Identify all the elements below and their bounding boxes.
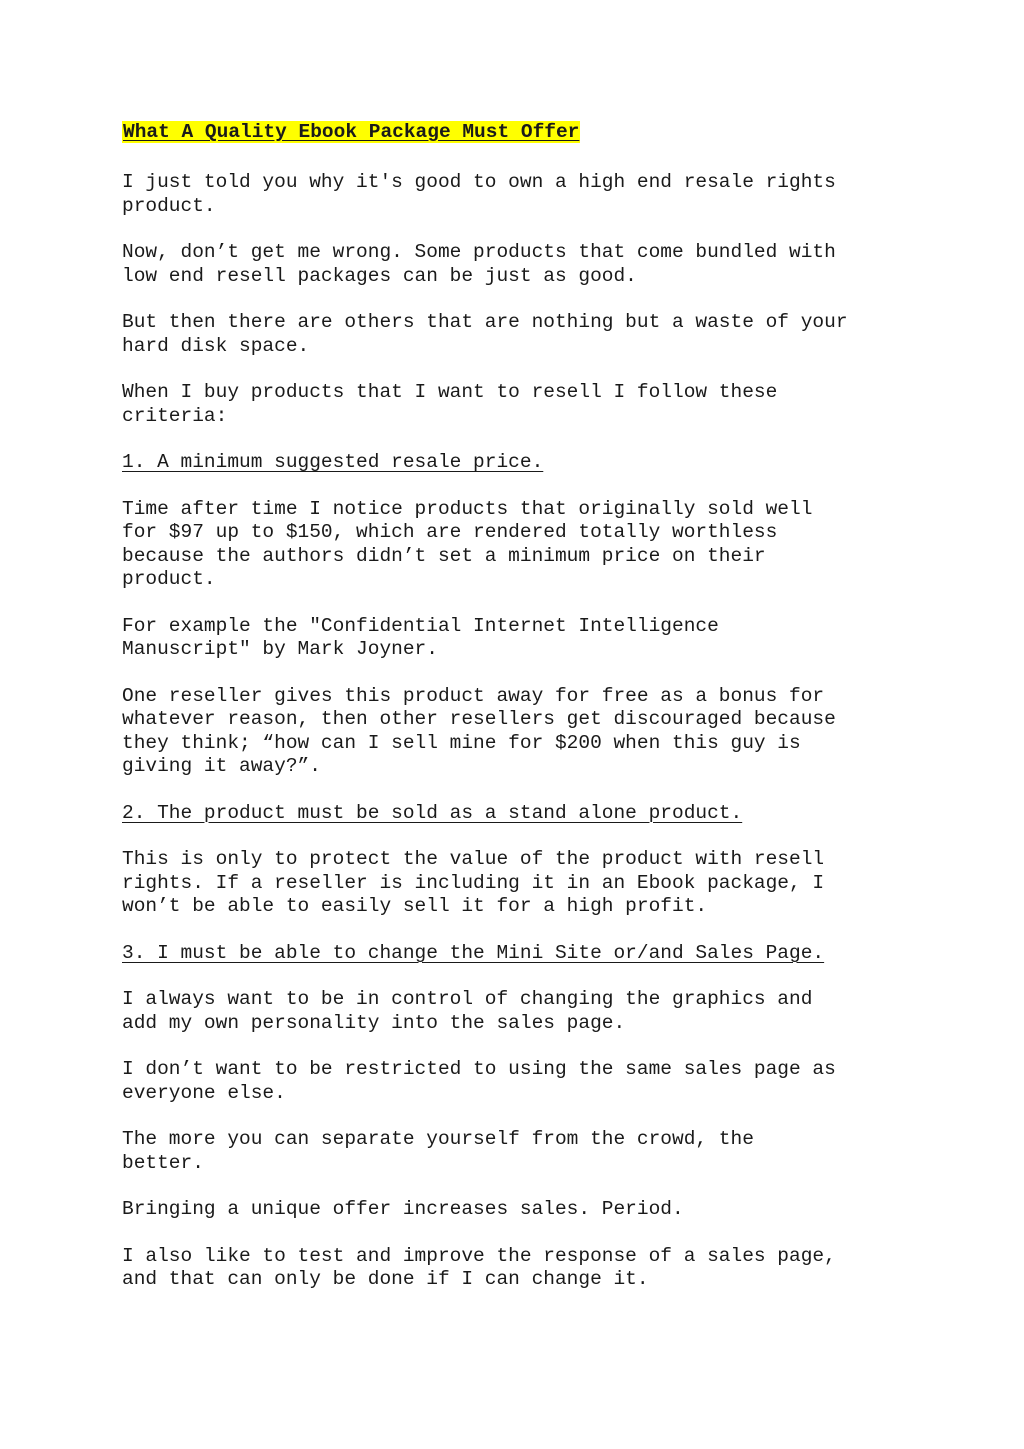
paragraph-example: For example the "Confidential Internet Intelligence Manuscript" by Mark Joyner. <box>122 614 719 660</box>
paragraph-unique-offer: Bringing a unique offer increases sales. Period. <box>122 1198 684 1220</box>
paragraph-protect-value: This is only to protect the value of the product with resell rights. If a reseller is including it in an Ebook package, I won’t be able to easily sell it for a high profit. <box>122 848 825 917</box>
section-heading-2: 2. The product must be sold as a stand alone product. <box>122 801 743 824</box>
section-heading-3: 3. I must be able to change the Mini Site or/and Sales Page. <box>122 941 825 964</box>
document-page <box>122 117 912 1315</box>
document-title <box>122 117 912 147</box>
paragraph-reseller-free: One reseller gives this product away for free as a bonus for whatever reason, then other resellers get discouraged because they think; “how can I sell mine for $200 when this guy is giving it away?”. <box>122 684 836 777</box>
paragraph-separate-crowd: The more you can separate yourself from the crowd, the better. <box>122 1128 754 1174</box>
paragraph-minimum-price: Time after time I notice products that originally sold well for $97 up to $150, which are rendered totally worthless because the authors didn’t set a minimum price on their product. <box>122 497 813 590</box>
paragraph-waste-of-space: But then there are others that are nothing but a waste of your hard disk space. <box>122 311 848 357</box>
paragraph-control-graphics: I always want to be in control of changing the graphics and add my own personality into the sales page. <box>122 988 813 1034</box>
paragraph-not-restricted: I don’t want to be restricted to using the same sales page as everyone else. <box>122 1058 836 1104</box>
paragraph-dont-get-wrong: Now, don’t get me wrong. Some products that come bundled with low end resell packages can be just as good. <box>122 241 836 287</box>
paragraph-test-improve: I also like to test and improve the response of a sales page, and that can only be done if I can change it. <box>122 1244 836 1290</box>
paragraph-intro: I just told you why it's good to own a high end resale rights product. <box>122 171 836 217</box>
section-heading-1: 1. A minimum suggested resale price. <box>122 451 544 473</box>
highlighted-title-text: What A Quality Ebook Package Must Offer <box>123 121 580 143</box>
paragraph-criteria: When I buy products that I want to resell I follow these criteria: <box>122 381 778 427</box>
